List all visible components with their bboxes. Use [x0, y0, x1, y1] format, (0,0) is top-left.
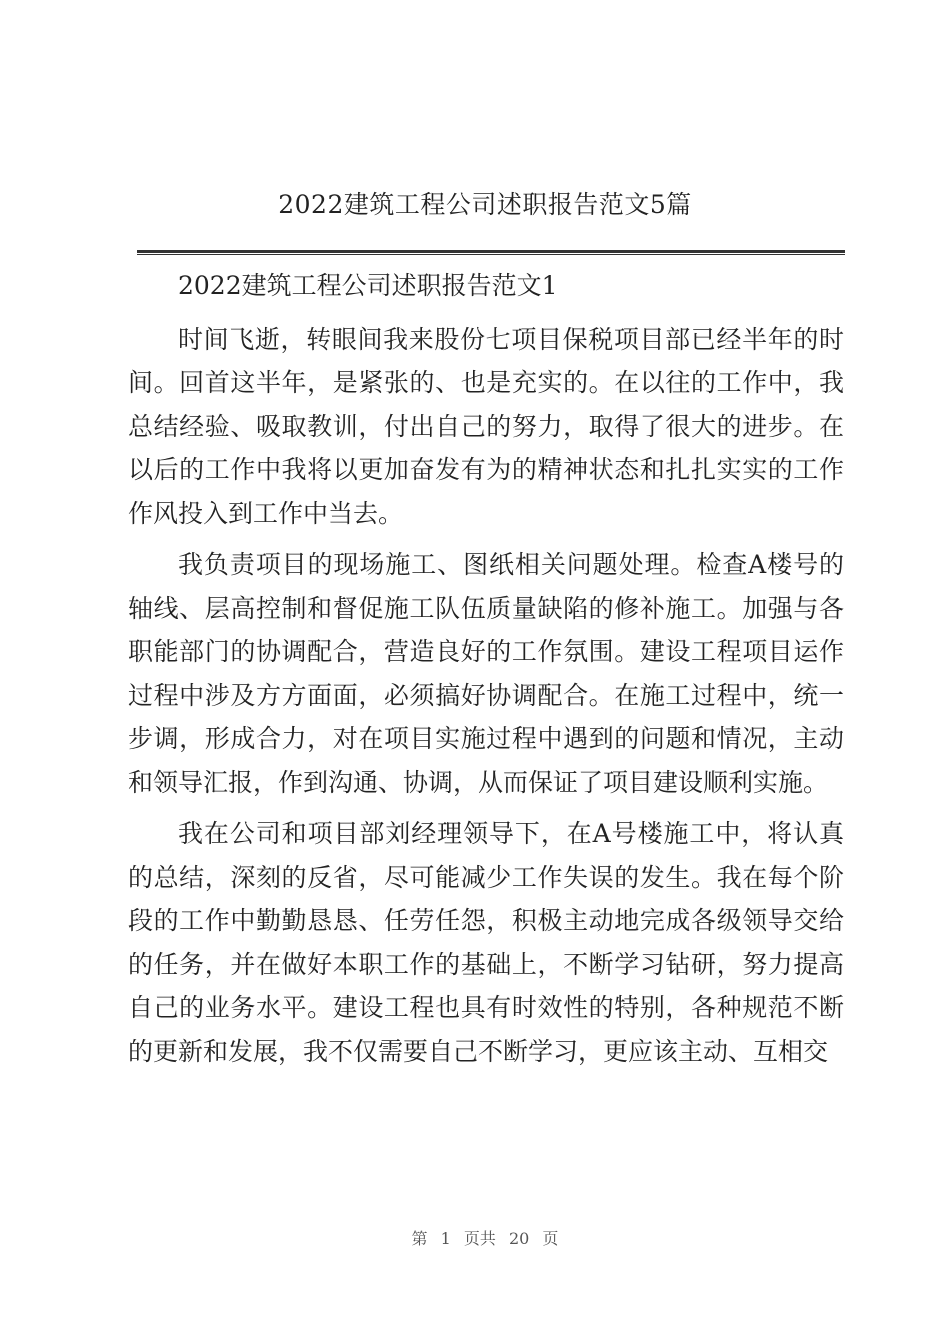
title-divider — [137, 250, 845, 253]
document-body — [128, 264, 844, 1081]
body-paragraph-3: 我在公司和项目部刘经理领导下，在A号楼施工中，将认真的总结，深刻的反省，尽可能减少工作失误的发生。我在每个阶段的工作中勤勤恳恳、任劳任怨，积极主动地完成各级领导交给的任务，并在做好本职工作的基础上，不断学习钻研，努力提高自己的业务水平。建设工程也具有时效性的特别，各种规范不断的更新和发展，我不仅需要自己不断学习，更应该主动、互相交 — [128, 819, 844, 1066]
page-footer: 第 1 页共 20 页 — [411, 1229, 559, 1248]
section-heading: 2022建筑工程公司述职报告范文1 — [178, 271, 558, 300]
body-paragraph-1: 时间飞逝，转眼间我来股份七项目保税项目部已经半年的时间。回首这半年，是紧张的、也是充实的。在以往的工作中，我总结经验、吸取教训，付出自己的努力，取得了很大的进步。在以后的工作中我将以更加奋发有为的精神状态和扎扎实实的工作作风投入到工作中当去。 — [128, 324, 844, 528]
body-paragraph-2: 我负责项目的现场施工、图纸相关问题处理。检查A楼号的轴线、层高控制和督促施工队伍质量缺陷的修补施工。加强与各职能部门的协调配合，营造良好的工作氛围。建设工程项目运作过程中涉及方方面面，必须搞好协调配合。在施工过程中，统一步调，形成合力，对在项目实施过程中遇到的问题和情况，主动和领导汇报，作到沟通、协调，从而保证了项目建设顺利实施。 — [128, 550, 844, 797]
document-title: 2022建筑工程公司述职报告范文5篇 — [278, 190, 692, 219]
